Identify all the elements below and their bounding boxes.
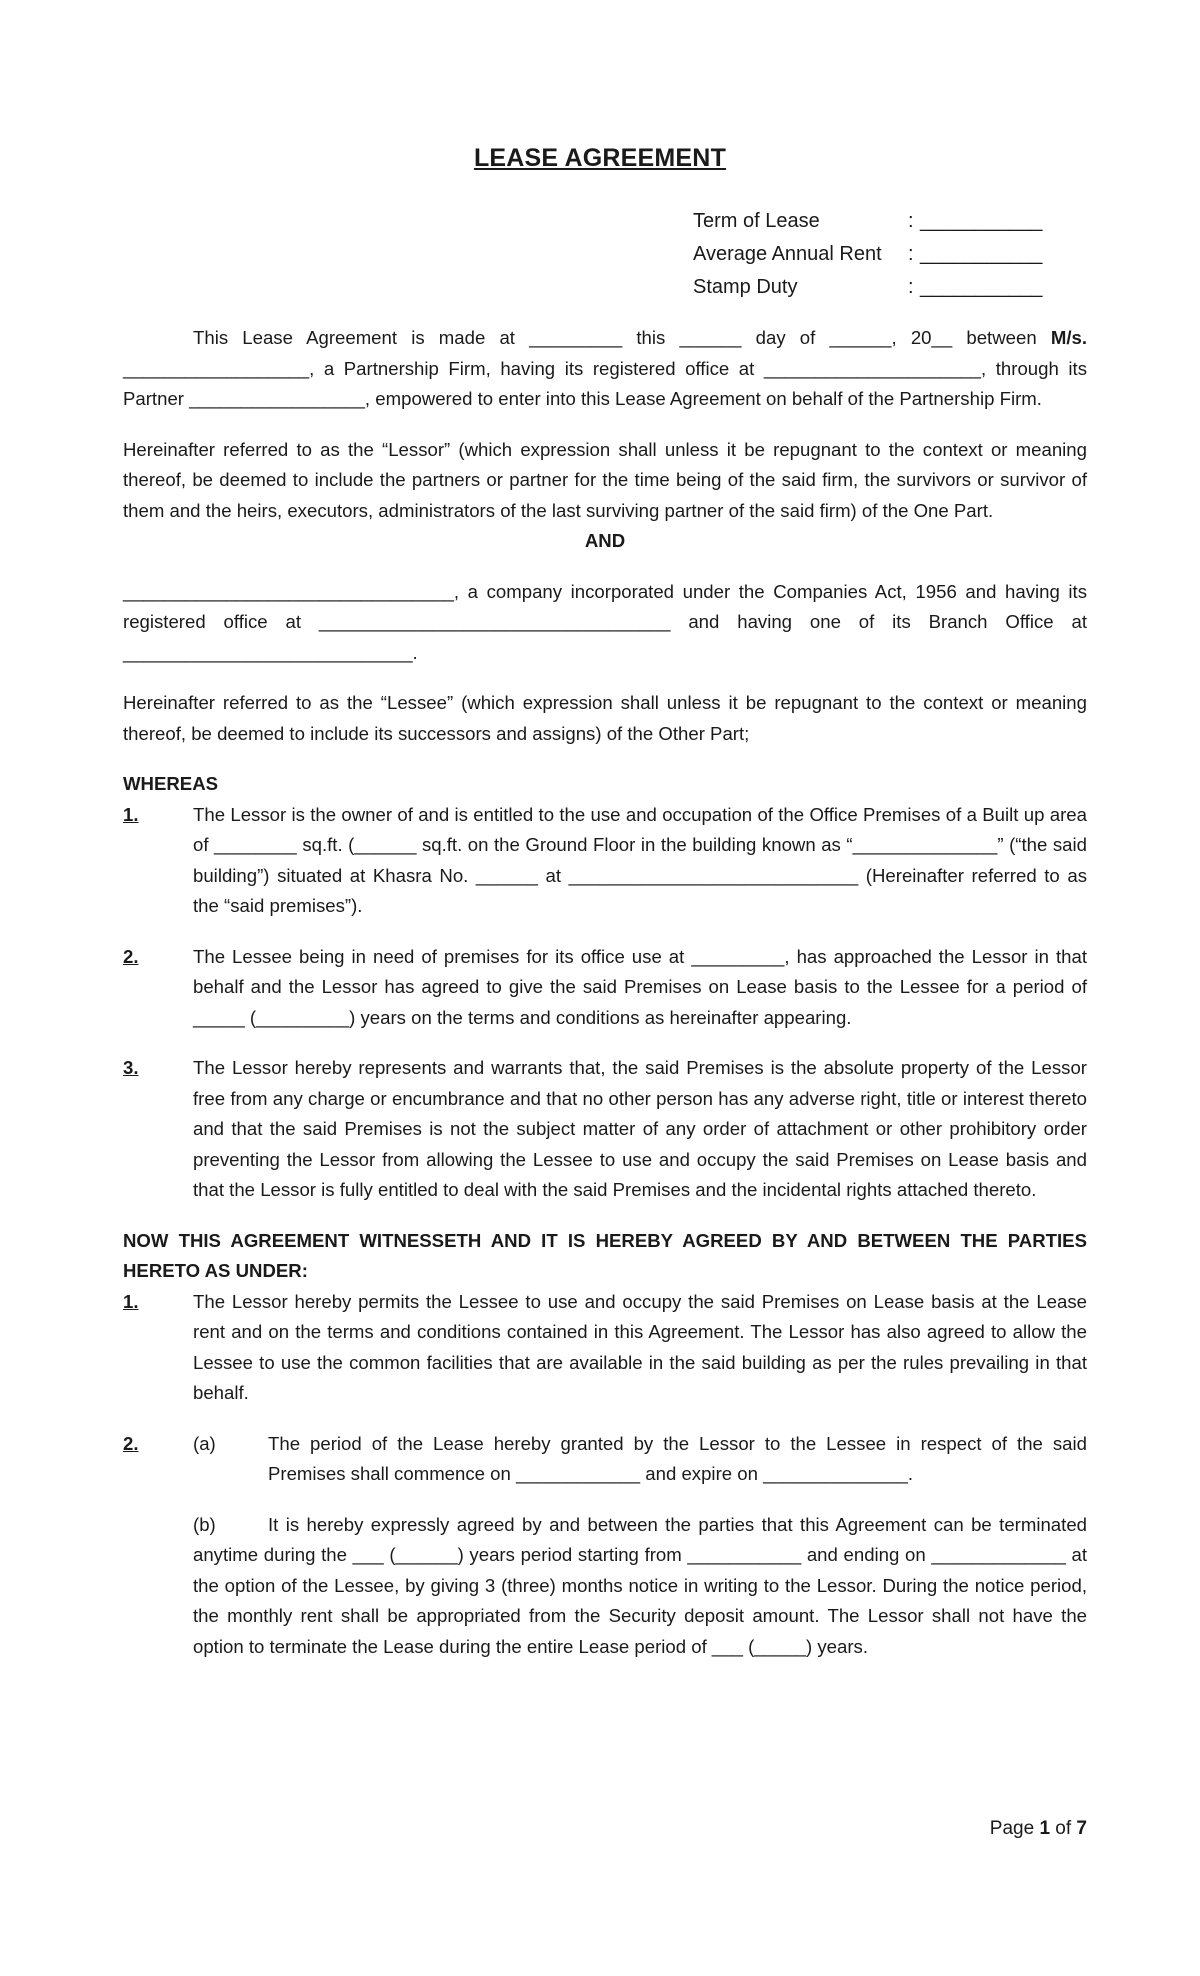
info-colon: :	[908, 210, 914, 232]
whereas-item	[123, 800, 1087, 922]
subclause-label: (b)	[193, 1513, 216, 1535]
intro-text-b: __________________, a Partnership Firm, having its registered office at _____________________, through its Partner _________________, empowered to enter into this Lease Agreement on behalf of the Partnership Firm.	[123, 357, 1087, 409]
whereas-text: The Lessee being in need of premises for its office use at _________, has approached the Lessor in that behalf and the Lessor has agreed to give the said Premises on Lease basis to the Lessee for a period of _____ (_________) years on the terms and conditions as hereinafter appearing.	[193, 945, 1087, 1028]
lessee-paragraph: Hereinafter referred to as the “Lessee” (which expression shall unless it be repugnant to the context or meaning thereof, be deemed to include its successors and assigns) of the Other Part;	[123, 692, 1087, 744]
info-label: Stamp Duty	[693, 276, 798, 298]
subclause-b	[193, 1510, 1087, 1663]
clause-number: 2.	[123, 1432, 139, 1454]
page-prefix: Page	[989, 1818, 1040, 1839]
page-footer	[990, 1818, 1087, 1840]
whereas-item	[123, 942, 1087, 1034]
document-body	[123, 323, 1087, 1662]
clause-item	[123, 1429, 1087, 1663]
intro-ms: M/s.	[1050, 327, 1087, 348]
subclause-label: (a)	[193, 1432, 216, 1454]
whereas-text: The Lessor is the owner of and is entitled to the use and occupation of the Office Premises of a Built up area of ________ sq.ft. (______ sq.ft. on the Ground Floor in the building known as “______________” (“the said building”) situated at Khasra No. ______ at ____________________________ (Hereinafter referred to as the “said premises”).	[193, 803, 1087, 916]
whereas-number: 1.	[123, 803, 139, 825]
info-row-rent	[693, 238, 1042, 271]
page-current: 1	[1039, 1818, 1051, 1839]
subclause-a	[193, 1429, 1087, 1490]
whereas-number: 2.	[123, 945, 139, 967]
clause-number: 1.	[123, 1290, 139, 1312]
clause-item	[123, 1287, 1087, 1409]
lease-info-block	[693, 205, 1042, 304]
whereas-text: The Lessor hereby represents and warrants that, the said Premises is the absolute property of the Lessor free from any charge or encumbrance and that no other person has any adverse right, title or interest thereto and that the said Premises is not the subject matter of any order of attachment or other prohibitory order preventing the Lessor from allowing the Lessee to use and occupy the said Premises on Lease basis and that the Lessor is fully entitled to deal with the said Premises and the incidental rights attached thereto.	[193, 1057, 1087, 1200]
page-total: 7	[1076, 1818, 1087, 1839]
lessor-paragraph: Hereinafter referred to as the “Lessor” (which expression shall unless it be repugnant to the context or meaning thereof, be deemed to include the partners or partner for the time being of the said firm, the survivors or survivor of them and the heirs, executors, administrators of the last surviving partner of the said firm) of the One Part.	[123, 438, 1087, 521]
info-colon: :	[908, 243, 914, 265]
page-middle: of	[1050, 1818, 1077, 1839]
whereas-item	[123, 1053, 1087, 1206]
company-paragraph: ________________________________, a company incorporated under the Companies Act, 1956 and having its registered office at __________________________________ and having one of its Branch Office at ____________________________.	[123, 580, 1087, 663]
info-row-term	[693, 205, 1042, 238]
intro-paragraph	[123, 323, 1087, 415]
info-value-blank: ___________	[920, 210, 1043, 232]
info-value-blank: ___________	[920, 243, 1043, 265]
info-label: Average Annual Rent	[693, 243, 882, 265]
subclause-text: The period of the Lease hereby granted by the Lessor to the Lessee in respect of the said Premises shall commence on ____________ and expire on ______________.	[268, 1432, 1087, 1484]
info-value-blank: ___________	[920, 276, 1043, 298]
witnesseth-heading: NOW THIS AGREEMENT WITNESSETH AND IT IS HEREBY AGREED BY AND BETWEEN THE PARTIES HERETO AS UNDER:	[123, 1229, 1087, 1281]
info-row-stamp	[693, 271, 1042, 304]
and-label: AND	[584, 530, 626, 551]
subclause-text: It is hereby expressly agreed by and between the parties that this Agreement can be terminated anytime during the ___ (______) years period starting from ___________ and ending on _____________ at the option of the Lessee, by giving 3 (three) months notice in writing to the Lessor. During the notice period, the monthly rent shall be appropriated from the Security deposit amount. The Lessor shall not have the option to terminate the Lease during the entire Lease period of ___ (_____) years.	[193, 1513, 1087, 1657]
clause-text: The Lessor hereby permits the Lessee to use and occupy the said Premises on Lease basis at the Lease rent and on the terms and conditions contained in this Agreement. The Lessor has also agreed to allow the Lessee to use the common facilities that are available in the said building as per the rules prevailing in that behalf.	[193, 1290, 1087, 1403]
info-colon: :	[908, 276, 914, 298]
document-title: LEASE AGREEMENT	[473, 144, 727, 172]
info-label: Term of Lease	[693, 210, 820, 232]
whereas-heading: WHEREAS	[123, 773, 219, 794]
intro-text-a: This Lease Agreement is made at _________ this ______ day of ______, 20__ between	[193, 327, 1051, 348]
whereas-number: 3.	[123, 1057, 139, 1078]
